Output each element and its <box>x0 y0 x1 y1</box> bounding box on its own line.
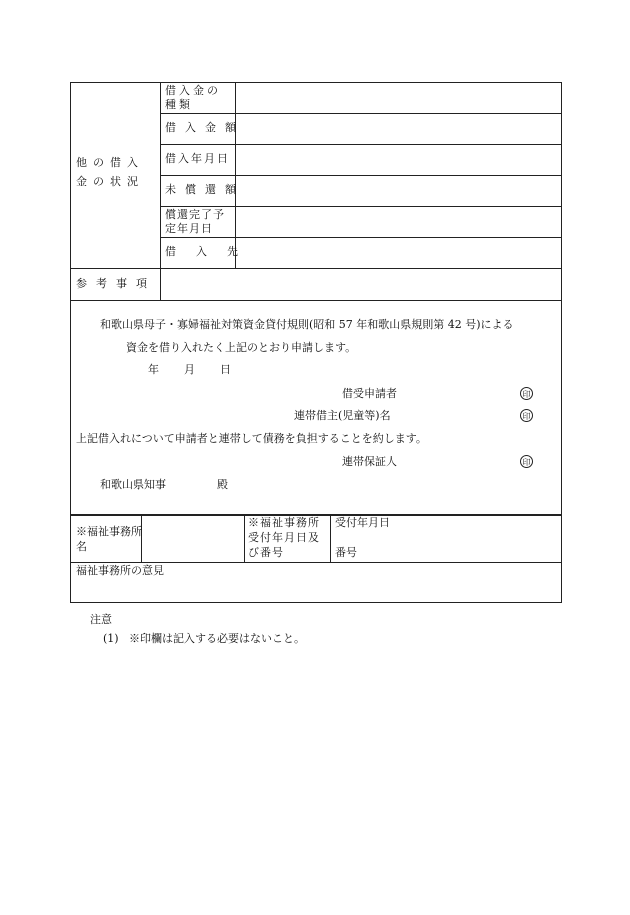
office-name-label: ※福祉事務所名 <box>76 525 142 553</box>
joint-borrower-seal-icon: 印 <box>520 409 533 422</box>
office-opinion-field[interactable] <box>72 580 560 602</box>
application-statement-line2: 資金を借り入れたく上記のとおり申請します。 <box>126 341 357 354</box>
guarantor-label: 連帯保証人 <box>342 455 397 468</box>
loan-status-group-label: 他の借入金の状況 <box>76 156 144 188</box>
lender-label: 借入先 <box>165 245 258 258</box>
unpaid-amount-field[interactable] <box>237 177 559 205</box>
note-text: ※印欄は記入する必要はないこと。 <box>129 632 305 645</box>
applicant-label: 借受申請者 <box>342 387 397 400</box>
reference-field[interactable] <box>162 270 560 299</box>
lender-field[interactable] <box>237 239 559 267</box>
date-day-label: 日 <box>220 363 231 376</box>
note-number: (1) <box>103 632 119 645</box>
guarantee-statement: 上記借入れについて申請者と連帯して債務を負担することを約します。 <box>76 432 427 445</box>
office-divider <box>244 515 245 562</box>
honorific: 殿 <box>217 478 228 491</box>
loan-date-field[interactable] <box>237 146 559 174</box>
repayment-completion-date-label: 償還完了予定年月日 <box>165 208 225 235</box>
receipt-label: ※福祉事務所受付年月日及び番号 <box>248 516 320 559</box>
row-line <box>160 237 562 238</box>
section-line <box>70 300 562 301</box>
application-statement-line1: 和歌山県母子・寡婦福祉対策資金貸付規則(昭和 57 年和歌山県規則第 42 号)による <box>100 318 514 331</box>
reference-label: 参考事項 <box>76 277 156 290</box>
loan-date-label: 借入年月日 <box>165 152 230 165</box>
guarantor-seal-icon: 印 <box>520 455 533 468</box>
notes-heading: 注意 <box>90 613 112 626</box>
addressee: 和歌山県知事 <box>100 478 166 491</box>
row-line <box>160 144 562 145</box>
row-line <box>160 175 562 176</box>
loan-amount-field[interactable] <box>237 115 559 143</box>
loan-type-field[interactable] <box>237 84 559 112</box>
row-line <box>160 206 562 207</box>
number-label: 番号 <box>335 546 357 559</box>
section-line <box>70 268 562 269</box>
office-name-field[interactable] <box>143 517 243 561</box>
date-month-label: 月 <box>184 363 195 376</box>
office-divider <box>330 515 331 562</box>
receipt-date-label: 受付年月日 <box>335 516 390 529</box>
office-opinion-label: 福祉事務所の意見 <box>76 564 164 577</box>
unpaid-amount-label: 未償還額 <box>165 183 245 196</box>
applicant-seal-icon: 印 <box>520 387 533 400</box>
repayment-completion-date-field[interactable] <box>237 208 559 236</box>
row-line <box>160 113 562 114</box>
reference-divider <box>160 268 161 300</box>
joint-borrower-label: 連帯借主(児童等)名 <box>294 409 391 422</box>
office-row-line <box>70 562 562 563</box>
loan-type-label: 借入金の種類 <box>165 84 221 111</box>
loan-amount-label: 借入金額 <box>165 121 245 134</box>
date-year-label: 年 <box>148 363 159 376</box>
